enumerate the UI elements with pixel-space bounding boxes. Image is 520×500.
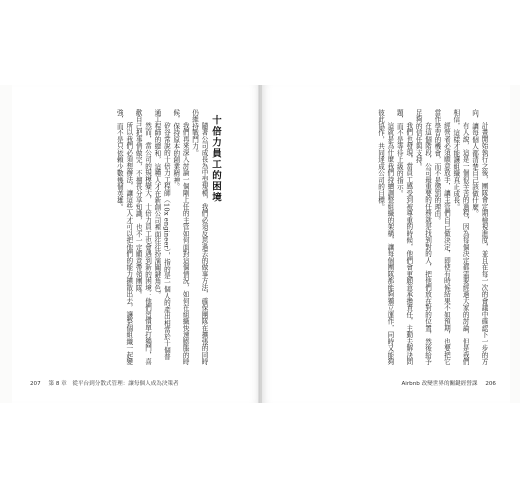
paragraph: 所以我們必須想辦法，讓這些人才可以把他們的能力擴散出去，讓整個組織一起變強，而不是只依賴少數幾個英雄。	[115, 109, 133, 366]
paragraph: 計畫開始執行之後，團隊會定期檢視進度，並且在每一次的會議中確認下一步的方向，讓每個人都清楚自己該做什麼。	[470, 109, 488, 366]
page-number: 206	[485, 381, 496, 387]
left-page	[12, 85, 260, 403]
paragraph: 這就是為什麼我們持續調整組織的架構，讓每個團隊都能夠獨立運作，同時又能夠彼此協作，共同達成公司的目標。	[376, 109, 394, 366]
left-page-footer	[30, 379, 179, 387]
paragraph: 我們再來深入討論一個剛上任的主管如何面對這個情況，如何在組織快速膨脹的時候，保持原本的創業精神。	[171, 109, 190, 366]
paragraph: 有人說，這是一個很辛苦的過程，因為每個決定都需要經過大家的討論，但是我們相信，這樣才能讓組織真正成長。	[451, 109, 470, 366]
right-page-footer	[401, 379, 496, 387]
right-page	[262, 85, 510, 403]
paragraph: 矽谷常說的十倍力工程師（10x engineer），指的是一個人的產出相當於十個普通工程師的總和，這種人才在新創公司裡面往往扮演關鍵角色。	[152, 109, 171, 361]
left-page-body	[40, 109, 208, 367]
running-header: Airbnb 改變世界的關鍵經營課	[401, 381, 478, 387]
right-page-body	[278, 109, 488, 367]
paragraph: 經營者必須願意放手，讓主管們自己做決定，即使有時候結果不如預期，也要把它當作學習的機會，而不是懲罰的理由。	[432, 109, 451, 366]
paragraph: 然而，當公司的規模變大，十倍力員工也會遇到新的困境：他們習慣單打獨鬥，喜歡自己把事情做完，不擅長分享知識，也不一定願意帶領團隊。	[134, 109, 152, 366]
book-spread	[0, 85, 520, 403]
chapter-title: 十倍力員工的困境	[210, 115, 221, 203]
paragraph: 我們也發現，當員工感受到被尊重的時候，他們會更願意承擔責任，主動去解決問題，而不是等待上級的指示。	[395, 109, 413, 366]
paragraph: 隨著公司成長為中型規模，我們必須反思過去的做事方法，確保團隊在擴張的同時仍維持戰鬥力。	[190, 109, 208, 366]
page-number: 207	[30, 381, 41, 387]
running-header: 第 8 章 從平台到分散式管理：讓每個人成為決策者	[48, 381, 179, 387]
paragraph: 在這個階段，公司最重要的任務就是找到對的人，把他們放在對的位置，然後給予足夠的信任與支持。	[414, 109, 432, 366]
